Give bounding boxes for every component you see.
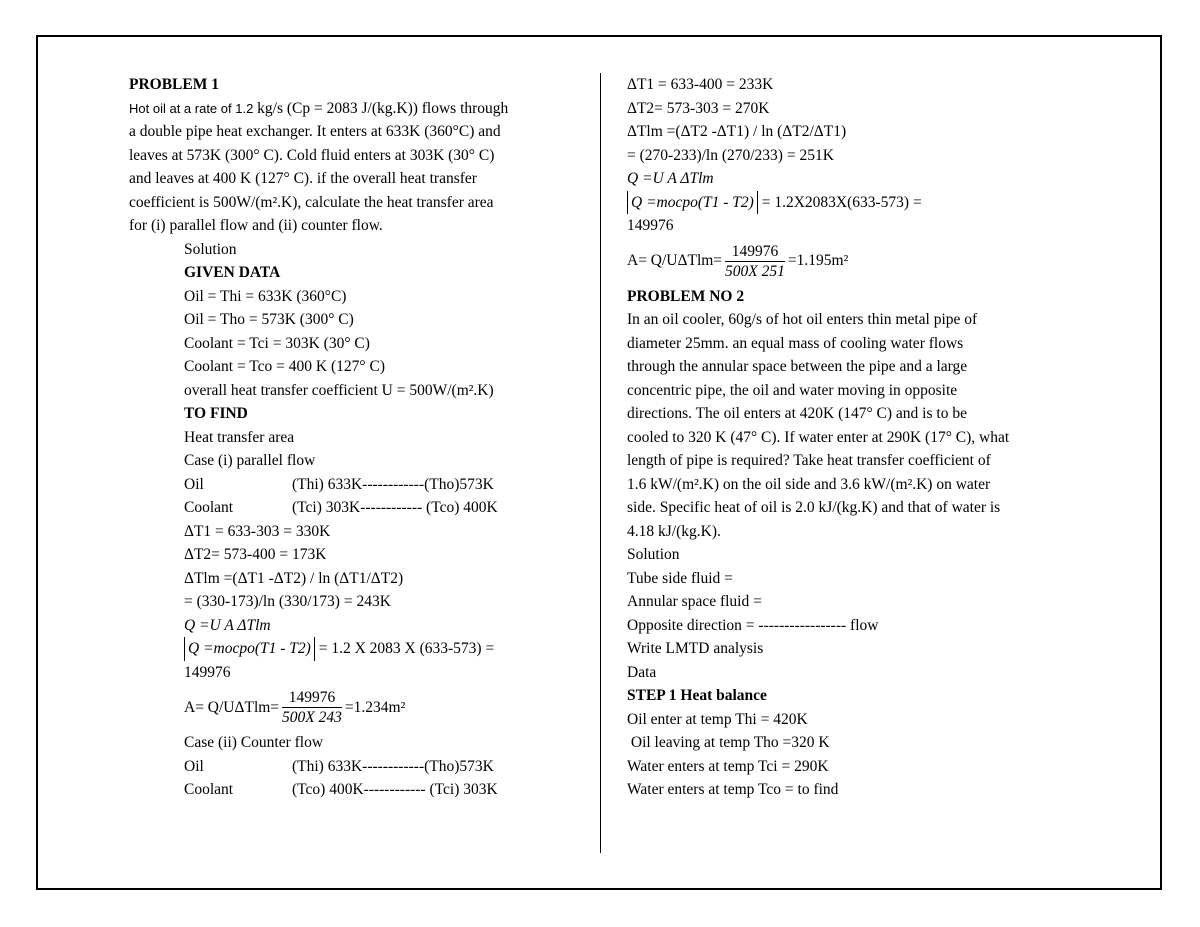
solution-line: Solution [627, 546, 680, 563]
problem-2-title: PROBLEM NO 2 [627, 287, 745, 305]
area-fraction [725, 242, 785, 281]
given-item: Oil = Thi = 633K (360°C) [184, 287, 347, 305]
area-equation [627, 238, 1097, 285]
heat-result: 149976 [627, 217, 674, 234]
area-prefix: A= Q/UΔTlm= [184, 698, 280, 716]
calc-line: = (270-233)/ln (270/233) = 251K [627, 146, 834, 164]
fluid-name: Oil [184, 475, 204, 493]
problem-1-statement-line-5: coefficient is 500W/(m².K), calculate the heat transfer area [129, 193, 494, 211]
area-denominator: 500X 251 [725, 262, 785, 280]
fluid-detail: (Thi) 633K------------(Tho)573K [292, 475, 494, 493]
heat-balance-rhs: = 1.2 X 2083 X (633-573) = [314, 640, 495, 657]
case-1-row [129, 473, 589, 497]
q-equation: Q =U A ΔTlm [184, 616, 271, 634]
problem-1-statement-line-2: a double pipe heat exchanger. It enters at 633K (360°C) and [129, 123, 501, 140]
problem-2-line: 4.18 kJ/(kg.K). [627, 522, 721, 540]
calc-line: ΔT2= 573-400 = 173K [184, 546, 327, 563]
calc-line: = (330-173)/ln (330/173) = 243K [184, 593, 391, 610]
given-item: Coolant = Tco = 400 K (127° C) [184, 358, 385, 375]
solution-line: Opposite direction = ----------------- flow [627, 616, 879, 634]
area-fraction [282, 688, 342, 727]
problem-1-title: PROBLEM 1 [129, 76, 219, 93]
solution-line: Data [627, 663, 657, 681]
problem-2-line: cooled to 320 K (47° C). If water enter at 290K (17° C), what [627, 428, 1010, 446]
problem-2-line: 1.6 kW/(m².K) on the oil side and 3.6 kW/(m².K) on water [627, 475, 991, 493]
to-find-heading: TO FIND [184, 405, 248, 422]
step-1-heading: STEP 1 Heat balance [627, 687, 767, 704]
case-1-label: Case (i) parallel flow [184, 452, 316, 469]
fluid-detail: (Tco) 400K------------ (Tci) 303K [292, 781, 498, 798]
given-item: Oil = Tho = 573K (300° C) [184, 311, 354, 328]
calc-line: ΔT2= 573-303 = 270K [627, 99, 770, 117]
problem-2-line: side. Specific heat of oil is 2.0 kJ/(kg.K) and that of water is [627, 499, 1001, 516]
given-item: Coolant = Tci = 303K (30° C) [184, 334, 370, 352]
solution-line: Write LMTD analysis [627, 640, 764, 657]
problem-2-line: length of pipe is required? Take heat transfer coefficient of [627, 452, 991, 469]
problem-2-line: through the annular space between the pipe and a large [627, 358, 968, 375]
area-result: =1.234m² [344, 698, 406, 716]
solution-line: Tube side fluid = [627, 569, 733, 587]
case-2-row [129, 755, 589, 779]
case-2-label: Case (ii) Counter flow [184, 734, 324, 751]
area-numerator: 149976 [725, 242, 785, 262]
fluid-name: Oil [184, 757, 204, 775]
to-find-value: Heat transfer area [184, 428, 295, 446]
step-1-line: Water enters at temp Tco = to find [627, 781, 839, 798]
given-item: overall heat transfer coefficient U = 500W/(m².K) [184, 381, 494, 399]
heat-balance-equation [627, 191, 1097, 215]
fluid-detail: (Thi) 633K------------(Tho)573K [292, 757, 494, 775]
calc-line: ΔT1 = 633-303 = 330K [184, 522, 331, 540]
problem-1-statement-line-4: and leaves at 400 K (127° C). if the overall heat transfer [129, 170, 477, 187]
step-1-line: Oil leaving at temp Tho =320 K [627, 734, 830, 751]
problem-2-line: concentric pipe, the oil and water moving in opposite [627, 381, 958, 399]
area-result: =1.195m² [787, 252, 849, 270]
given-data-heading: GIVEN DATA [184, 264, 281, 281]
right-column [627, 73, 1097, 802]
fluid-name: Coolant [184, 499, 234, 516]
heat-balance-lhs: Q =mocpo(T1 - T2) [627, 191, 758, 215]
heat-balance-equation [129, 637, 589, 661]
problem-2-line: directions. The oil enters at 420K (147° C) and is to be [627, 405, 967, 422]
problem-1-statement-line-3: leaves at 573K (300° C). Cold fluid enters at 303K (30° C) [129, 146, 495, 164]
solution-label: Solution [184, 240, 237, 258]
heat-balance-rhs: = 1.2X2083X(633-573) = [757, 193, 922, 211]
area-numerator: 149976 [282, 688, 342, 708]
problem-2-line: In an oil cooler, 60g/s of hot oil enters thin metal pipe of [627, 311, 978, 328]
statement-line-1-rest: kg/s (Cp = 2083 J/(kg.K)) flows through [253, 99, 509, 117]
calc-line: ΔTlm =(ΔT2 -ΔT1) / ln (ΔT2/ΔT1) [627, 123, 847, 140]
problem-1-statement-line-1 [129, 97, 589, 121]
q-equation: Q =U A ΔTlm [627, 170, 714, 187]
area-denominator: 500X 243 [282, 709, 342, 726]
step-1-line: Oil enter at temp Thi = 420K [627, 710, 808, 728]
problem-1-statement-line-6: for (i) parallel flow and (ii) counter flow. [129, 217, 383, 234]
area-equation [129, 684, 589, 731]
statement-lead: Hot oil at a rate of 1.2 [129, 100, 254, 116]
heat-result: 149976 [184, 663, 231, 681]
step-1-line: Water enters at temp Tci = 290K [627, 757, 829, 775]
fluid-name: Coolant [184, 781, 234, 798]
case-2-row [129, 778, 589, 802]
area-prefix: A= Q/UΔTlm= [627, 252, 723, 270]
heat-balance-lhs: Q =mocpo(T1 - T2) [184, 637, 315, 661]
case-1-row [129, 496, 589, 520]
calc-line: ΔTlm =(ΔT1 -ΔT2) / ln (ΔT1/ΔT2) [184, 569, 404, 587]
solution-line: Annular space fluid = [627, 593, 762, 610]
problem-2-line: diameter 25mm. an equal mass of cooling water flows [627, 334, 964, 352]
column-divider [600, 73, 601, 853]
fluid-detail: (Tci) 303K------------ (Tco) 400K [292, 499, 498, 516]
left-column [129, 73, 589, 802]
calc-line: ΔT1 = 633-400 = 233K [627, 76, 774, 93]
